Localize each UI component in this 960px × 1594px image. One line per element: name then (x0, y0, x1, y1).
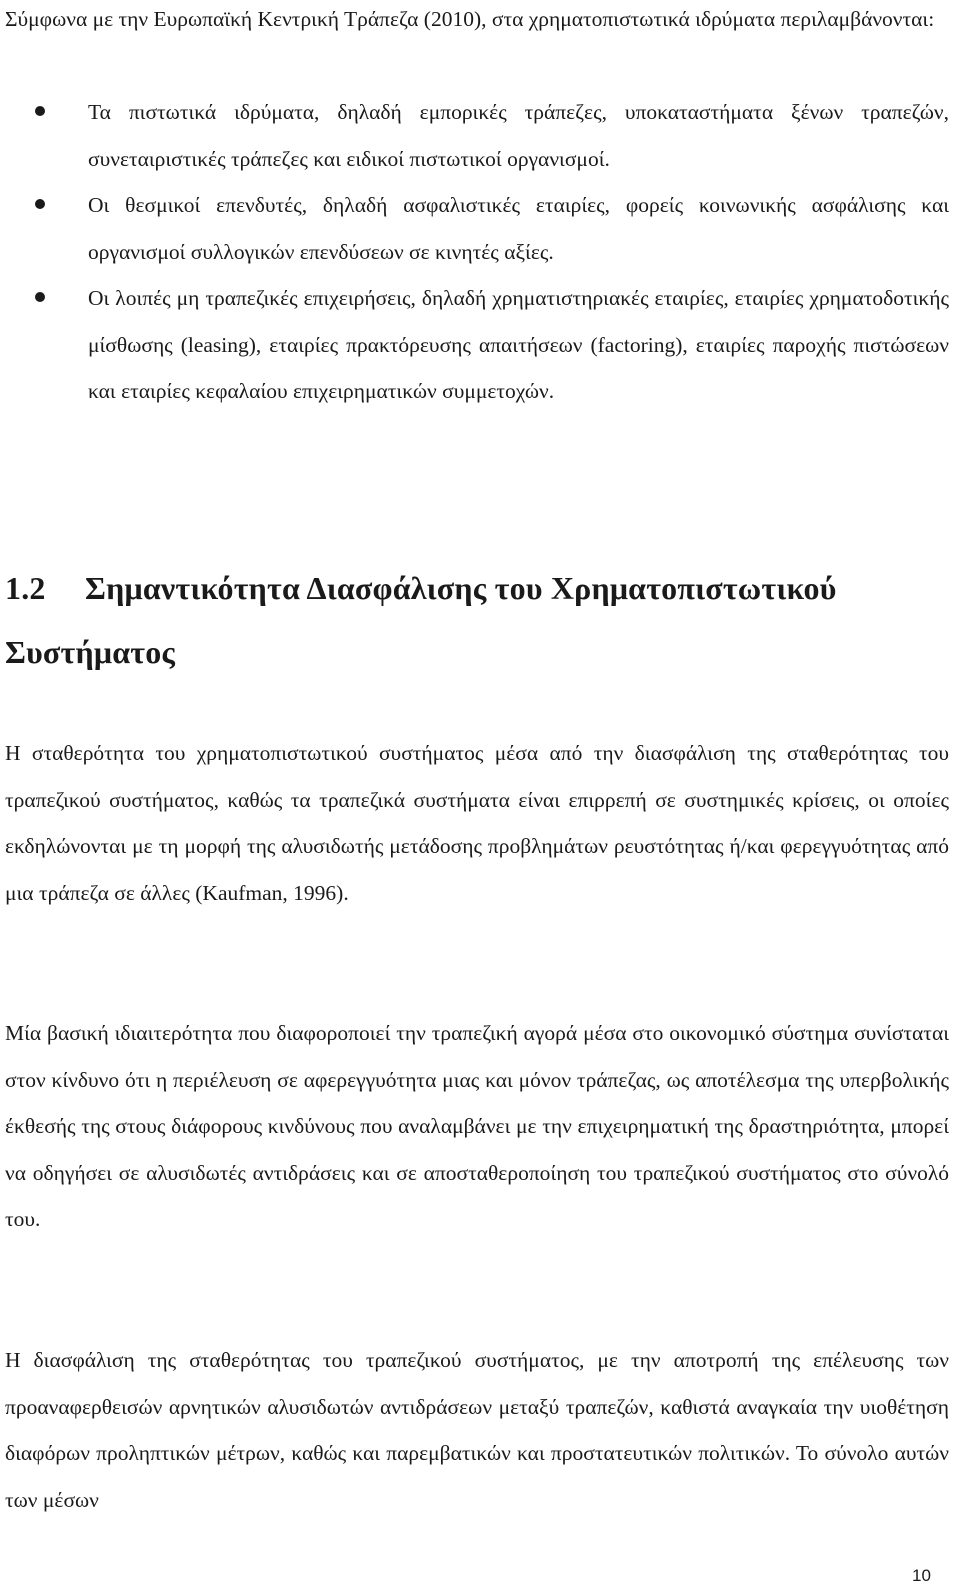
body-paragraph: Μία βασική ιδιαιτερότητα που διαφοροποιεί την τραπεζική αγορά μέσα στο οικονομικό σύστημα συνίσταται στον κίνδυνο ότι η περιέλευση σε αφερεγγυότητα μιας και μόνον τράπεζας, ως αποτέλεσμα της υπερβολικής έκθεσής της στους διάφορους κινδύνους που αναλαμβάνει με την επιχειρηματική της δραστηριότητα, μπορεί να οδηγήσει σε αλυσιδωτές αντιδράσεις και σε αποσταθεροποίηση του τραπεζικού συστήματος στο σύνολό του. (5, 1021, 949, 1231)
body-paragraph: Η σταθερότητα του χρηματοπιστωτικού συστήματος μέσα από την διασφάλιση της σταθερότητας του τραπεζικού συστήματος, καθώς τα τραπεζικά συστήματα είναι επιρρεπή σε συστημικές κρίσεις, οι οποίες εκδηλώνονται με τη μορφή της αλυσιδωτής μετάδοσης προβλημάτων ρευστότητας ή/και φερεγγυότητας από μια τράπεζα σε άλλες (Kaufman, 1996). (5, 741, 949, 905)
list-item (0, 275, 949, 415)
body-paragraph: Η διασφάλιση της σταθερότητας του τραπεζικού συστήματος, με την αποτροπή της επέλευσης των προαναφερθεισών αρνητικών αλυσιδωτών αντιδράσεων μεταξύ τραπεζών, καθιστά αναγκαία την υιοθέτηση διαφόρων προληπτικών μέτρων, καθώς και παρεμβατικών και προστατευτικών πολιτικών. Το σύνολο αυτών των μέσων (5, 1348, 949, 1512)
section-number: 1.2 (5, 570, 46, 606)
list-item (0, 182, 949, 275)
institution-list (0, 89, 949, 415)
section-heading (5, 556, 949, 684)
intro-paragraph: Σύμφωνα με την Ευρωπαϊκή Κεντρική Τράπεζα (2010), στα χρηματοπιστωτικά ιδρύματα περιλαμβάνονται: (5, 7, 935, 31)
page-number: 10 (912, 1566, 931, 1585)
list-item (0, 89, 949, 182)
list-item-text: Οι λοιπές μη τραπεζικές επιχειρήσεις, δηλαδή χρηματιστηριακές εταιρίες, εταιρίες χρηματοδοτικής μίσθωσης (leasing), εταιρίες πρακτόρευσης απαιτήσεων (factoring), εταιρίες παροχής πιστώσεων και εταιρίες κεφαλαίου επιχειρηματικών συμμετοχών. (88, 286, 949, 403)
bullet-icon (35, 199, 45, 209)
bullet-icon (35, 292, 45, 302)
section-title: Σημαντικότητα Διασφάλισης του Χρηματοπιστωτικού Συστήματος (5, 570, 837, 670)
list-item-text: Τα πιστωτικά ιδρύματα, δηλαδή εμπορικές τράπεζες, υποκαταστήματα ξένων τραπεζών, συνεταιριστικές τράπεζες και ειδικοί πιστωτικοί οργανισμοί. (88, 100, 949, 171)
bullet-icon (35, 106, 45, 116)
list-item-text: Οι θεσμικοί επενδυτές, δηλαδή ασφαλιστικές εταιρίες, φορείς κοινωνικής ασφάλισης και οργανισμοί συλλογικών επενδύσεων σε κινητές αξίες. (88, 193, 949, 264)
